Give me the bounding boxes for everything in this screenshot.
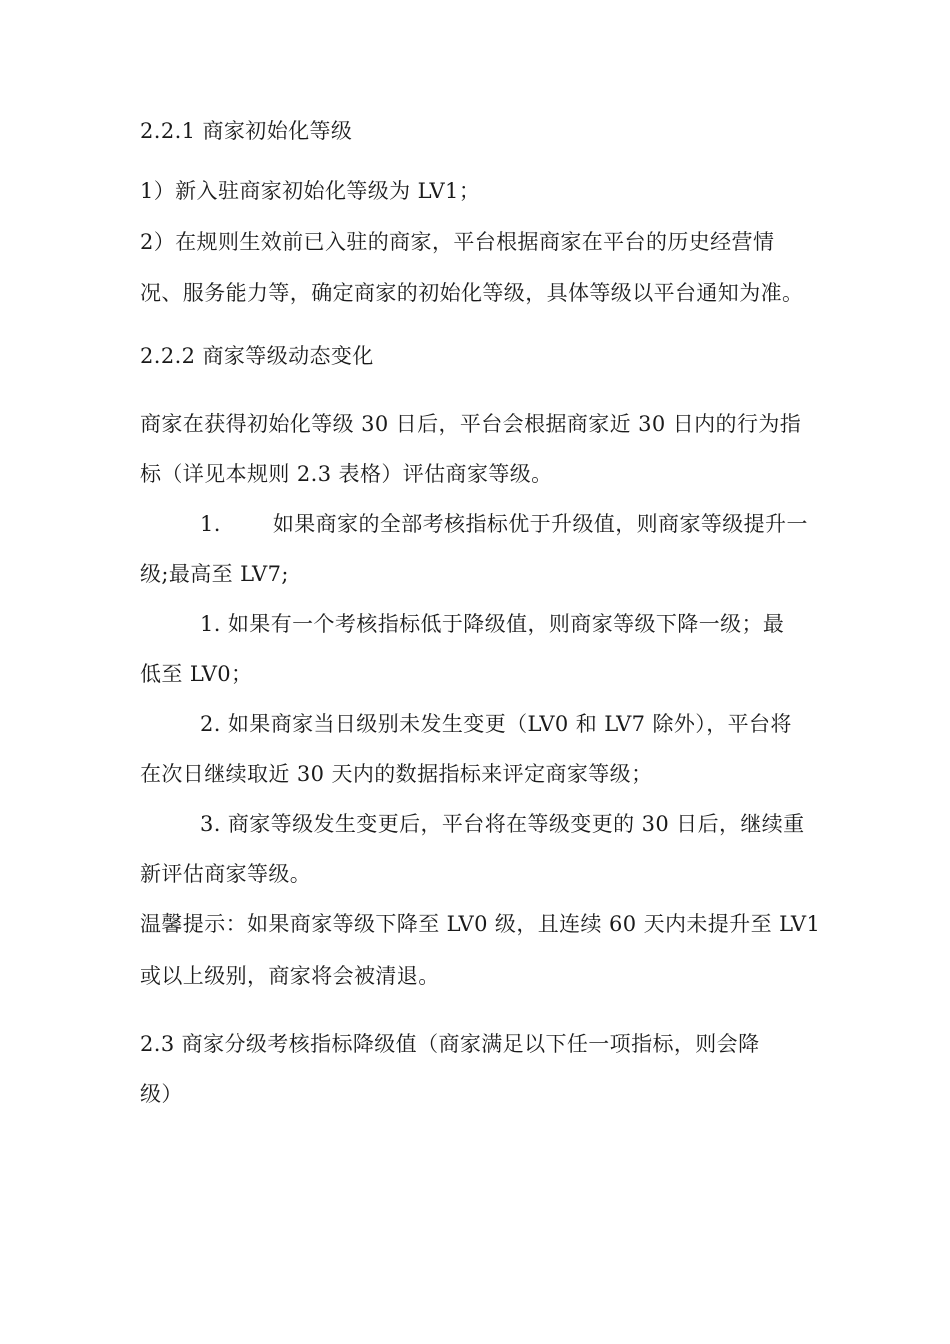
rule-4-line-2: 新评估商家等级。: [140, 862, 312, 886]
rule-1-text: 如果商家的全部考核指标优于升级值，则商家等级提升一: [272, 512, 808, 536]
rule-3-line-2: 在次日继续取近 30 天内的数据指标来评定商家等级；: [140, 762, 653, 786]
rule-2-line-1: 1. 如果有一个考核指标低于降级值，则商家等级下降一级；最: [200, 612, 785, 636]
paragraph-item-2-line-2: 况、服务能力等，确定商家的初始化等级，具体等级以平台通知为准。: [140, 281, 804, 305]
paragraph-item-2-line-1: 2）在规则生效前已入驻的商家，平台根据商家在平台的历史经营情: [140, 230, 775, 254]
paragraph-intro-line-2: 标（详见本规则 2.3 表格）评估商家等级。: [140, 462, 553, 486]
rule-4-line-1: 3. 商家等级发生变更后，平台将在等级变更的 30 日后，继续重: [200, 812, 805, 836]
rule-1-line-2: 级;最高至 LV7;: [140, 562, 289, 586]
paragraph-item-1: 1）新入驻商家初始化等级为 LV1；: [140, 179, 481, 203]
section-heading-2-2-1: 2.2.1 商家初始化等级: [140, 119, 353, 143]
paragraph-intro-line-1: 商家在获得初始化等级 30 日后，平台会根据商家近 30 日内的行为指: [140, 412, 802, 436]
section-heading-2-2-2: 2.2.2 商家等级动态变化: [140, 344, 374, 368]
section-heading-2-3-line-1: 2.3 商家分级考核指标降级值（商家满足以下任一项指标，则会降: [140, 1032, 760, 1056]
section-heading-2-3-line-2: 级）: [140, 1082, 183, 1106]
tip-line-1: 温馨提示：如果商家等级下降至 LV0 级，且连续 60 天内未提升至 LV1: [140, 912, 821, 936]
tip-line-2: 或以上级别，商家将会被清退。: [140, 964, 440, 988]
rule-3-line-1: 2. 如果商家当日级别未发生变更（LV0 和 LV7 除外），平台将: [200, 712, 792, 736]
rule-1-line-1: [200, 514, 808, 535]
rule-1-number: 1.: [200, 512, 221, 536]
rule-2-line-2: 低至 LV0；: [140, 662, 253, 686]
